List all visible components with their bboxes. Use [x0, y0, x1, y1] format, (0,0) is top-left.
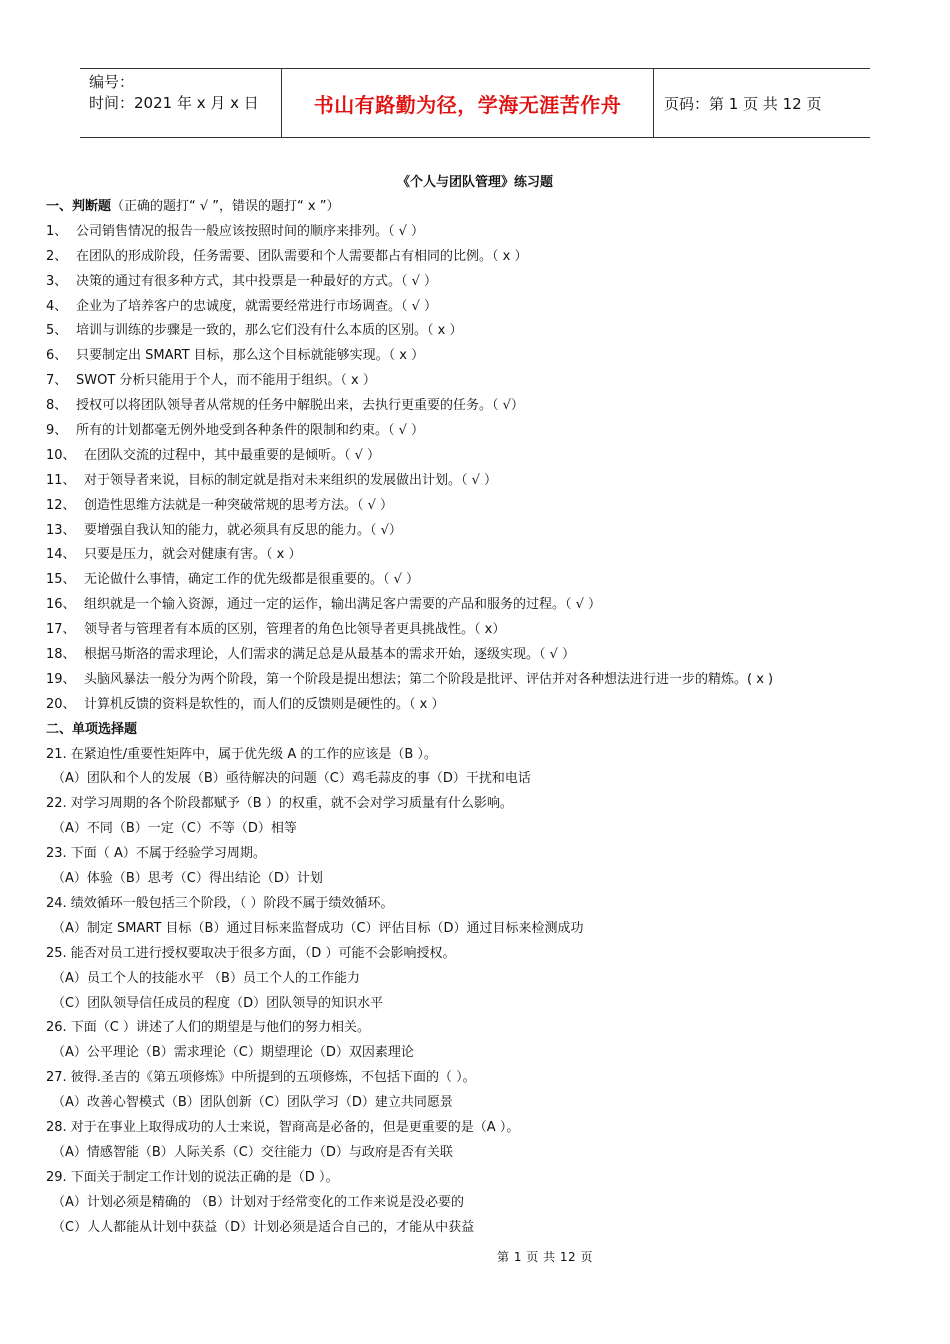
judgment-number: 3、 — [46, 273, 68, 289]
judgment-text: 所有的计划都毫无例外地受到各种条件的限制和约束。（ √ ） — [76, 423, 425, 439]
choice-question: 27. 彼得.圣吉的《第五项修炼》中所提到的五项修炼，不包括下面的（ ）。 — [46, 1070, 476, 1086]
judgment-number: 19、 — [46, 671, 76, 687]
judgment-text: 根据马斯洛的需求理论，人们需求的满足总是从最基本的需求开始，逐级实现。（ √ ） — [84, 647, 576, 663]
header-left-cell — [80, 69, 282, 137]
judgment-number: 1、 — [46, 223, 68, 239]
judgment-number: 14、 — [46, 547, 76, 563]
judgment-number: 7、 — [46, 373, 68, 389]
judgment-text: 培训与训练的步骤是一致的，那么它们没有什么本质的区别。（ x ） — [76, 323, 463, 339]
judgment-text: 在团队的形成阶段，任务需要、团队需要和个人需要都占有相同的比例。（ x ） — [76, 248, 528, 264]
judgment-list — [46, 220, 906, 718]
judgment-item — [46, 519, 906, 544]
judgment-text: 创造性思维方法就是一种突破常规的思考方法。（ √ ） — [84, 497, 394, 513]
judgment-text: 头脑风暴法一般分为两个阶段，第一个阶段是提出想法；第二个阶段是批评、评估并对各种想法进行进一步的精炼。( x ) — [84, 671, 774, 687]
section-heading-choice — [46, 718, 906, 743]
judgment-item — [46, 444, 906, 469]
choice-list — [46, 743, 906, 1241]
judgment-text: 无论做什么事情，确定工作的优先级都是很重要的。（ √ ） — [84, 572, 420, 588]
choice-question: 28. 对于在事业上取得成功的人士来说，智商高是必备的，但是更重要的是（A ）。 — [46, 1119, 520, 1135]
judgment-item — [46, 494, 906, 519]
question-list — [46, 195, 906, 1240]
choice-question: 22. 对学习周期的各个阶段都赋予（B ）的权重，就不会对学习质量有什么影响。 — [46, 796, 513, 812]
judgment-item — [46, 469, 906, 494]
choice-question: 24. 绩效循环一般包括三个阶段，（ ）阶段不属于绩效循环。 — [46, 895, 394, 911]
judgment-number: 13、 — [46, 522, 76, 538]
judgment-text: 只要制定出 SMART 目标，那么这个目标就能够实现。（ x ） — [76, 348, 425, 364]
judgment-number: 5、 — [46, 323, 68, 339]
choice-options: （C）团队领导信任成员的程度（D）团队领导的知识水平 — [52, 995, 384, 1011]
judgment-number: 15、 — [46, 572, 76, 588]
judgment-text: 企业为了培养客户的忠诚度，就需要经常进行市场调查。（ √ ） — [76, 298, 438, 314]
judgment-number: 12、 — [46, 497, 76, 513]
judgment-number: 8、 — [46, 398, 68, 414]
judgment-text: SWOT 分析只能用于个人，而不能用于组织。（ x ） — [76, 373, 376, 389]
section-note: （正确的题打“ √ ”，错误的题打“ x ”） — [111, 199, 340, 214]
judgment-text: 授权可以将团队领导者从常规的任务中解脱出来，去执行更重要的任务。（ √） — [76, 398, 524, 414]
choice-question: 29. 下面关于制定工作计划的说法正确的是（D ）。 — [46, 1169, 339, 1185]
judgment-item — [46, 568, 906, 593]
judgment-number: 4、 — [46, 298, 68, 314]
judgment-item — [46, 668, 906, 693]
judgment-text: 组织就是一个输入资源，通过一定的运作，输出满足客户需要的产品和服务的过程。（ √ ） — [84, 597, 602, 613]
header-slogan: 书山有路勤为径，学海无涯苦作舟 — [282, 69, 654, 137]
judgment-number: 17、 — [46, 622, 76, 638]
judgment-item — [46, 419, 906, 444]
judgment-item — [46, 618, 906, 643]
judgment-item — [46, 543, 906, 568]
judgment-text: 在团队交流的过程中，其中最重要的是倾听。（ √ ） — [84, 447, 381, 463]
judgment-item — [46, 295, 906, 320]
page-footer: 第 1 页 共 12 页 — [497, 1250, 593, 1264]
choice-options: （A）员工个人的技能水平 （B）员工个人的工作能力 — [52, 970, 360, 986]
judgment-item — [46, 344, 906, 369]
choice-options: （A）团队和个人的发展（B）亟待解决的问题（C）鸡毛蒜皮的事（D）干扰和电话 — [52, 771, 531, 787]
judgment-item — [46, 270, 906, 295]
section-title: 一、判断题 — [46, 199, 112, 214]
judgment-number: 11、 — [46, 472, 76, 488]
judgment-number: 6、 — [46, 348, 68, 364]
header-page-info: 页码：第 1 页 共 12 页 — [664, 94, 822, 113]
choice-question: 26. 下面（C ）讲述了人们的期望是与他们的努力相关。 — [46, 1020, 371, 1036]
header-table — [80, 68, 870, 138]
judgment-text: 只要是压力，就会对健康有害。（ x ） — [84, 547, 302, 563]
judgment-number: 20、 — [46, 696, 76, 712]
time-label: 时间：2021 年 x 月 x 日 — [89, 94, 259, 112]
judgment-item — [46, 245, 906, 270]
judgment-item — [46, 643, 906, 668]
judgment-number: 10、 — [46, 447, 76, 463]
choice-options: （A）制定 SMART 目标（B）通过目标来监督成功（C）评估目标（D）通过目标来检测成功 — [52, 920, 584, 936]
choice-question: 25. 能否对员工进行授权要取决于很多方面，（D ）可能不会影响授权。 — [46, 945, 456, 961]
code-label: 编号： — [89, 73, 135, 91]
choice-options: （A）体验（B）思考（C）得出结论（D）计划 — [52, 871, 323, 887]
judgment-item — [46, 693, 906, 718]
section-title: 二、单项选择题 — [46, 721, 138, 737]
choice-options: （A）公平理论（B）需求理论（C）期望理论（D）双因素理论 — [52, 1045, 414, 1061]
judgment-number: 9、 — [46, 423, 68, 439]
choice-options: （C）人人都能从计划中获益（D）计划必须是适合自己的，才能从中获益 — [52, 1219, 475, 1235]
choice-options: （A）计划必须是精确的 （B）计划对于经常变化的工作来说是没必要的 — [52, 1194, 464, 1210]
judgment-number: 2、 — [46, 248, 68, 264]
choice-options: （A）情感智能（B）人际关系（C）交往能力（D）与政府是否有关联 — [52, 1144, 453, 1160]
choice-options: （A）改善心智模式（B）团队创新（C）团队学习（D）建立共同愿景 — [52, 1095, 453, 1111]
judgment-item — [46, 593, 906, 618]
document-title: 《个人与团队管理》练习题 — [396, 175, 553, 190]
section-heading-judgment — [46, 195, 906, 220]
judgment-text: 要增强自我认知的能力，就必须具有反思的能力。（ √） — [84, 522, 402, 538]
judgment-text: 领导者与管理者有本质的区别，管理者的角色比领导者更具挑战性。（ x） — [84, 622, 506, 638]
choice-question: 23. 下面（ A）不属于经验学习周期。 — [46, 846, 266, 862]
judgment-item — [46, 220, 906, 245]
judgment-number: 18、 — [46, 647, 76, 663]
judgment-item — [46, 394, 906, 419]
judgment-text: 对于领导者来说，目标的制定就是指对未来组织的发展做出计划。（ √ ） — [84, 472, 498, 488]
judgment-text: 决策的通过有很多种方式，其中投票是一种最好的方式。（ √ ） — [76, 273, 438, 289]
choice-options: （A）不同（B）一定（C）不等（D）相等 — [52, 821, 297, 837]
judgment-number: 16、 — [46, 597, 76, 613]
judgment-text: 公司销售情况的报告一般应该按照时间的顺序来排列。（ √ ） — [76, 223, 425, 239]
judgment-item — [46, 369, 906, 394]
choice-question: 21. 在紧迫性/重要性矩阵中，属于优先级 A 的工作的应该是（B ）。 — [46, 746, 437, 762]
judgment-text: 计算机反馈的资料是软性的，而人们的反馈则是硬性的。（ x ） — [84, 696, 445, 712]
judgment-item — [46, 319, 906, 344]
